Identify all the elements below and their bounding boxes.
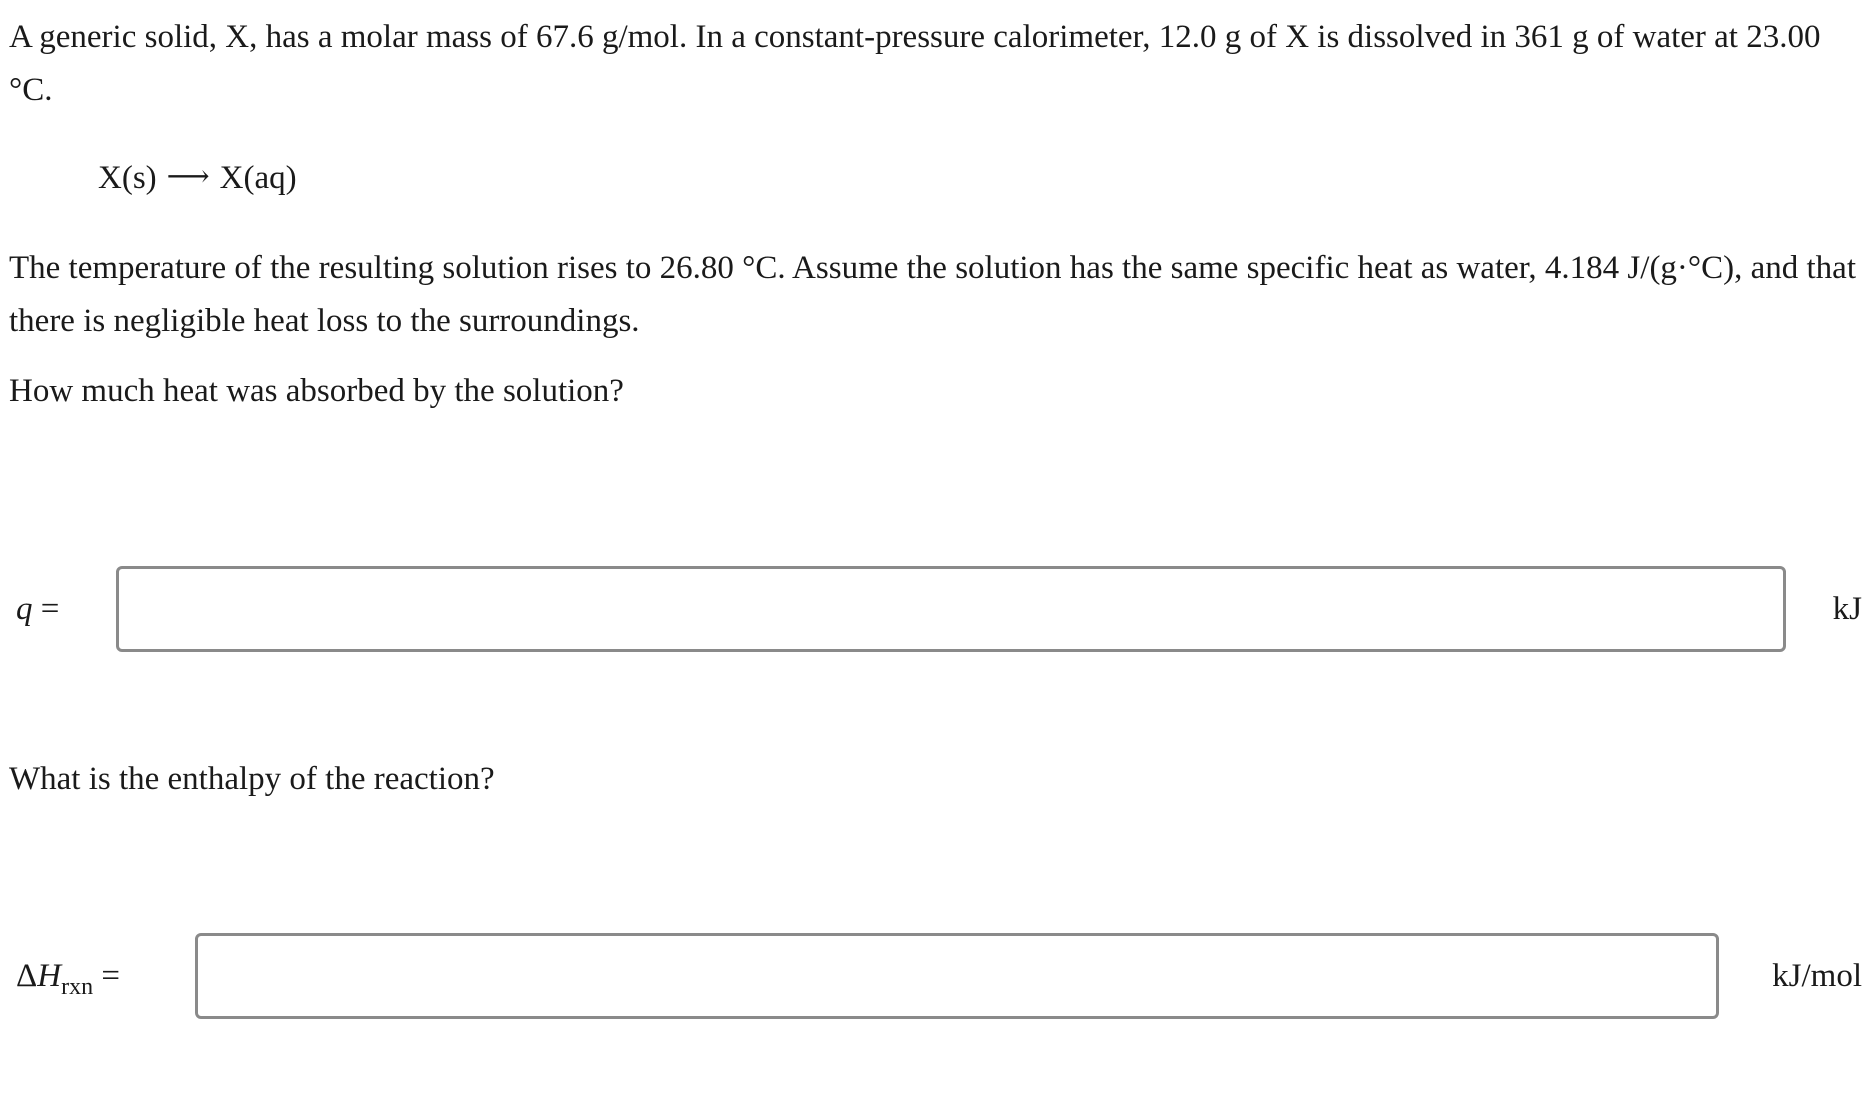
answer-row-q [0, 566, 1872, 652]
question-enthalpy: What is the enthalpy of the reaction? [9, 761, 495, 797]
problem-intro: A generic solid, X, has a molar mass of 67.6 g/mol. In a constant-pressure calorimeter, 12.0 g of X is dissolved in 361 g of water at 23.00 °C. [9, 19, 1821, 108]
dh-label [16, 933, 120, 1019]
reaction-arrow-icon: ⟶ [166, 159, 210, 194]
product: X(aq) [219, 160, 297, 196]
delta-symbol: ΔH [16, 958, 62, 994]
q-equals: = [40, 591, 60, 627]
question-heat-absorbed: How much heat was absorbed by the solution? [9, 373, 624, 409]
dh-answer-input[interactable] [195, 933, 1719, 1019]
answer-row-dh [0, 933, 1872, 1019]
dh-unit: kJ/mol [1772, 958, 1862, 994]
q-unit: kJ [1832, 591, 1862, 627]
dh-equals: = [101, 958, 120, 994]
reaction-equation [98, 152, 297, 205]
reactant: X(s) [98, 160, 157, 196]
problem-conditions: The temperature of the resulting solution rises to 26.80 °C. Assume the solution has the same specific heat as water, 4.184 J/(g·°C), and that there is negligible heat loss to the surroundings. [9, 250, 1857, 339]
q-symbol: q [16, 591, 33, 627]
q-answer-input[interactable] [116, 566, 1786, 652]
rxn-subscript: rxn [61, 974, 94, 1000]
q-label [16, 566, 59, 652]
